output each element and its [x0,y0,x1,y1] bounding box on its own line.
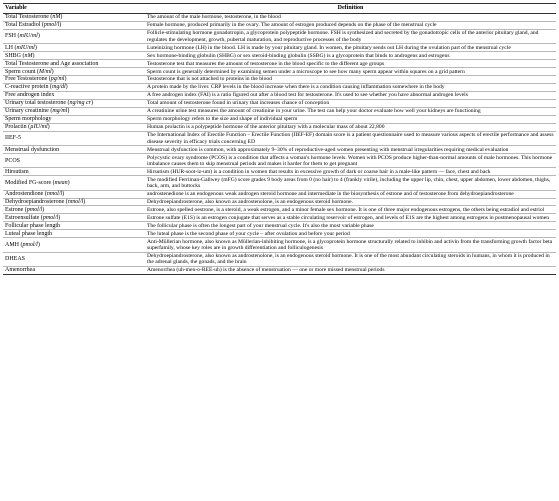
definition-cell: Total amount of testosterone found in urinary that increases chance of conception [145,100,556,108]
table-row [3,76,556,84]
variable-unit: mIU/ml [16,44,35,51]
variable-unit: nmol/l [67,198,84,205]
variable-name: Free Testosterone [5,76,48,83]
table-row [3,168,556,176]
definition-cell: Polycystic ovary syndrome (PCOS) is a condition that affects a woman's hormone levels. Women with PCOS produce higher-than-normal amounts of male hormones. This hormone imbalance causes them to skip menstrual periods and makes it harder for them to get pregnant [145,154,556,168]
table-row [3,29,556,43]
table-body [3,14,556,275]
variable-name: Estroensulfate [5,214,40,221]
definition-cell: The International Index of Erectile Function – Erectile Function (IIEF-EF) domain score is a patient questionnaire used to measure various aspects of erectile performance and assess disease severity in efficacy trials concerning ED [145,131,556,145]
definition-cell: A free androgen index (FAI) is a ratio figured out after a blood test for testosterone. It's used to see whether you have abnormal androgen levels [145,92,556,100]
table-row [3,230,556,238]
table-row [3,198,556,206]
variable-name: Menstrual dysfunction [5,146,60,153]
definitions-table [3,3,556,275]
variable-cell: Urinary creatinine (mg/ml) [3,108,145,116]
definition-cell: Anti-Müllerian hormone, also known as Müllerian-inhibiting hormone, is a glycoprotein hormone structurally related to inhibin and activin from the transforming growth factor beta superfamily, whose key roles are in growth differentiation and folliculogenesis [145,238,556,252]
variable-name: Urinary total testosterone [5,100,66,107]
variable-unit: nmol/l [46,190,63,197]
variable-cell [3,154,145,168]
variable-cell: Sperm count (M/ml) [3,68,145,76]
definition-cell: The luteal phase is the second phase of your cycle – after ovulation and before your period [145,230,556,238]
definition-cell: Dehydroepiandrosterone, also known as androstenolone, is an endogenous steroid hormone. It is one of the most abundant circulating steroids in humans, in whom it is produced in the adrenal glands, the gonads, and the brain [145,252,556,266]
definitions-table-container [3,3,556,275]
variable-name: Urinary creatinine [5,108,49,115]
table-row [3,146,556,154]
variable-cell: SHBG (nM) [3,52,145,60]
table-header-row [3,4,556,14]
variable-name: FSH [5,33,17,40]
variable-name: Total Estradiol [5,22,41,29]
table-row [3,214,556,222]
variable-unit: mg/dl [51,84,66,91]
variable-cell: Free Testosterone (pg/ml) [3,76,145,84]
variable-cell: Androstendione (nmol/l) [3,190,145,198]
variable-unit: M/ml [39,68,52,75]
variable-name: Total Testosterone and Age association [5,60,99,67]
variable-cell [3,168,145,176]
variable-unit: pg/ml [50,76,65,83]
variable-unit: nM [24,52,33,59]
variable-cell [3,230,145,238]
header-definition: Definition [145,4,556,14]
variable-cell [3,252,145,266]
table-row [3,14,556,22]
variable-name: Dehydroepiandrosterone [5,198,65,205]
variable-unit: nM [52,14,61,21]
variable-name: PCOS [5,157,21,164]
table-row [3,222,556,230]
variable-unit: pmol/l [42,214,59,221]
table-row [3,190,556,198]
table-row [3,116,556,124]
table-row [3,100,556,108]
variable-cell [3,222,145,230]
variable-unit: ng/mg cr [69,100,91,107]
table-row [3,21,556,29]
definition-cell: Female hormone, produced primarily in the ovary. The amount of estrogen produced depends on the phase of the menstrual cycle [145,21,556,29]
table-row [3,52,556,60]
variable-name: Follicular phase length [5,222,60,229]
definition-cell: Sperm morphology refers to the size and shape of individual sperm [145,116,556,124]
variable-name: Sperm count [5,68,36,75]
table-row [3,92,556,100]
variable-cell [3,116,145,124]
variable-unit: mg/ml [52,108,68,115]
table-row [3,266,556,274]
definition-cell: Amenorrhea (uh-men-o-REE-uh) is the absence of menstruation — one or more missed menstrual periods [145,266,556,274]
variable-cell [3,266,145,274]
table-row [3,44,556,52]
variable-name: C-reactive protein [5,84,49,91]
table-row [3,131,556,145]
variable-cell [3,131,145,145]
table-row [3,206,556,214]
variable-name: Prolactin [5,124,27,131]
table-row [3,238,556,252]
definition-cell: androstenedione is an endogenous weak androgen steroid hormone and intermediate in the biosynthesis of estrone and of testosterone from dehydroepiandrosterone [145,190,556,198]
variable-unit: pmol/l [22,241,38,248]
variable-name: IIEF-5 [5,135,21,142]
definition-cell: Menstrual dysfunction is common, with approximately 9–30% of reproductive-aged women presenting with menstrual irregularities requiring medical evaluation [145,146,556,154]
variable-cell: Dehydroepiandrosterone (nmol/l) [3,198,145,206]
variable-unit: pmol/l [26,206,43,213]
table-row [3,84,556,92]
definition-cell: Dehydroepiandrosterone, also known as androstenolone, is an endogenous steroid hormone. [145,198,556,206]
variable-name: Total Testosterone [5,14,49,21]
table-row [3,154,556,168]
definition-cell: A protein made by the liver. CRP levels in the blood increase when there is a condition causing inflammation somewhere in the body [145,84,556,92]
table-row [3,124,556,132]
variable-name: Sperm morphology [5,116,52,123]
table-row [3,108,556,116]
variable-cell [3,146,145,154]
definition-cell: The modified Ferriman-Gallwey (mFG) score grades 9 body areas from 0 (no hair) to 4 (frankly virile), including the upper lip, chin, chest, upper abdomen, lower abdomen, thighs, back, arm, and buttocks [145,176,556,190]
definition-cell: Estrone sulfate (E1S) is an estrogen conjugate that serves as a stable circulating reservoir of estrogen, and levels of E1S are the highest among estrogens in postmenopausal women [145,214,556,222]
table-row [3,252,556,266]
variable-name: SHBG [5,52,22,59]
definition-cell: Sex hormone-binding globulin (SHBG) or sex steroid-binding globulin (SSBG) is a glycoprotein that binds to androgens and estrogens [145,52,556,60]
variable-cell: LH (mIU/ml) [3,44,145,52]
variable-name: Luteal phase length [5,230,52,237]
variable-cell: Urinary total testosterone (ng/mg cr) [3,100,145,108]
table-row [3,68,556,76]
variable-unit: mean [54,179,68,186]
variable-cell: Total Estradiol (pmol/l) [3,21,145,29]
definition-cell: Human prolactin is a polypeptide hormone of the anterior pituitary with a molecular mass of about 22,800 [145,124,556,132]
definition-cell: Testosterone that is not attached to proteins in the blood [145,76,556,84]
variable-cell: Modified FG-score (mean) [3,176,145,190]
definition-cell: Estrone, also spelled oestrone, is a steroid, a weak estrogen, and a minor female sex hormone. It is one of three major endogenous estrogens, the others being estradiol and estriol [145,206,556,214]
variable-cell: Estrone (pmol/l) [3,206,145,214]
definition-cell: A creatinine urine test measures the amount of creatinine in your urine. The test can help your doctor evaluate how well your kidneys are functioning [145,108,556,116]
variable-name: DHEAS [5,256,26,263]
variable-cell: Estroensulfate (pmol/l) [3,214,145,222]
table-row [3,176,556,190]
variable-unit: pmol/l [43,22,60,29]
variable-cell [3,60,145,68]
variable-cell: FSH (mIU/ml) [3,29,145,43]
table-row [3,60,556,68]
variable-name: Hirsutism [5,168,29,175]
definition-cell: Testosterone test that measures the amount of testosterone in the blood specific to the different age groups [145,60,556,68]
variable-unit: µIU/ml [30,124,48,131]
definition-cell: The follicular phase is often the longest part of your menstrual cycle. It's also the most variable phase [145,222,556,230]
variable-cell: Prolactin (µIU/ml) [3,124,145,132]
definition-cell: Luteinizing hormone (LH) in the blood. LH is made by your pituitary gland. In women, the pituitary sends out LH during the ovulation part of the menstrual cycle [145,44,556,52]
variable-cell [3,92,145,100]
variable-name: LH [5,44,13,51]
variable-name: Modified FG-score [5,179,52,186]
variable-name: AMH [5,241,20,248]
variable-cell: Total Testosterone (nM) [3,14,145,22]
variable-name: Amenorrhea [5,267,35,274]
variable-name: Androstendione [5,190,44,197]
variable-unit: mIU/ml [19,33,38,40]
definition-cell: Hirsutism (HUR-soot-iz-um) is a condition in women that results in excessive growth of dark or coarse hair in a male-like pattern — face, chest and back [145,168,556,176]
definition-cell: Follicle-stimulating hormone gonadotropin, a glycoprotein polypeptide hormone. FSH is synthesized and secreted by the gonadotropic cells of the anterior pituitary gland, and regulates the development, growth, pubertal maturation, and reproductive processes of the body [145,29,556,43]
definition-cell: Sperm count is generally determined by examining semen under a microscope to see how many sperm appear within squares on a grid pattern [145,68,556,76]
variable-cell: AMH (pmol/l) [3,238,145,252]
variable-cell: C-reactive protein (mg/dl) [3,84,145,92]
definition-cell: The amount of the male hormone, testosterone, in the blood [145,14,556,22]
variable-name: Free androgen index [5,92,55,99]
variable-name: Estrone [5,206,24,213]
header-variable: Variable [3,4,145,14]
